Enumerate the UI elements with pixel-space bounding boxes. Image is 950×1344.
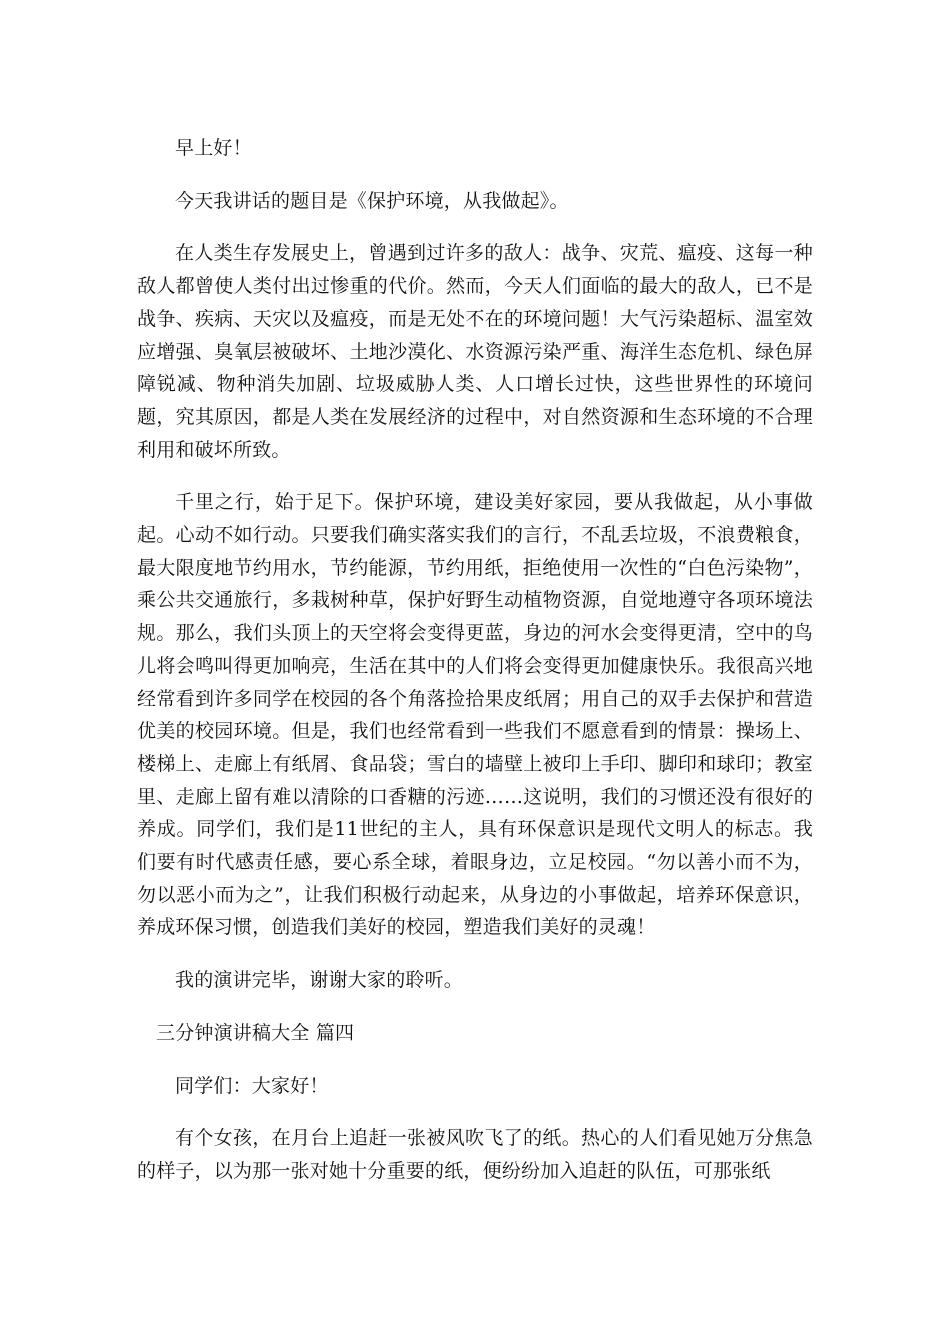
greeting: 早上好！ (175, 137, 252, 159)
greeting-classmates: 同学们：大家好！ (175, 1074, 329, 1097)
closing-remark: 我的演讲完毕，谢谢大家的聆听。 (175, 969, 464, 992)
paragraph-start-from-me: 千里之行，始于足下。保护环境，建设美好家园，要从我做起，从小事做起。心动不如行动。只要我们确实落实我们的言行，不乱丢垃圾，不浪费粮食，最大限度地节约用水，节约能源，节约用纸，拒绝使用一次性的“白色污染物”，乘公共交通旅行，多栽树种草，保护好野生动植物资源，自觉地遵守各项环境法规。那么，我们头顶上的天空将会变得更蓝，身边的河水会变得更清，空中的鸟儿将会鸣叫得更加响亮，生活在其中的人们将会变得更加健康快乐。我很高兴地经常看到许多同学在校园的各个角落捡拾果皮纸屑；用自己的双手去保护和营造优美的校园环境。但是，我们也经常看到一些我们不愿意看到的情景：操场上、楼梯上、走廊上有纸屑、食品袋；雪白的墙壁上被印上手印、脚印和球印；教室里、走廊上留有难以清除的口香糖的污迹……这说明，我们的习惯还没有很好的养成。同学们，我们是11世纪的主人，具有环保意识是现代文明人的标志。我们要有时代感责任感，要心系全球，着眼身边，立足校园。“勿以善小而不为，勿以恶小而为之”，让我们积极行动起来，从身边的小事做起，培养环保意识，养成环保习惯，创造我们美好的校园，塑造我们美好的灵魂！ (137, 491, 813, 939)
section-heading: 三分钟演讲稿大全 篇四 (156, 1021, 355, 1044)
document-body (137, 132, 813, 1208)
speech-topic: 今天我讲话的题目是《保护环境，从我做起》。 (175, 189, 569, 212)
paragraph-girl-story: 有个女孩，在月台上追赶一张被风吹飞了的纸。热心的人们看见她万分焦急的样子，以为那一张对她十分重要的纸，便纷纷加入追赶的队伍，可那张纸 (137, 1127, 813, 1182)
paragraph-environment-problems: 在人类生存发展史上，曾遇到过许多的敌人：战争、灾荒、瘟疫、这每一种敌人都曾使人类付出过惨重的代价。然而，今天人们面临的最大的敌人，已不是战争、疾病、天灾以及瘟疫，而是无处不在的环境问题！大气污染超标、温室效应增强、臭氧层被破坏、土地沙漠化、水资源污染严重、海洋生态危机、绿色屏障锐减、物种消失加剧、垃圾威胁人类、人口增长过快，这些世界性的环境问题，究其原因，都是人类在发展经济的过程中，对自然资源和生态环境的不合理利用和破坏所致。 (137, 242, 813, 461)
